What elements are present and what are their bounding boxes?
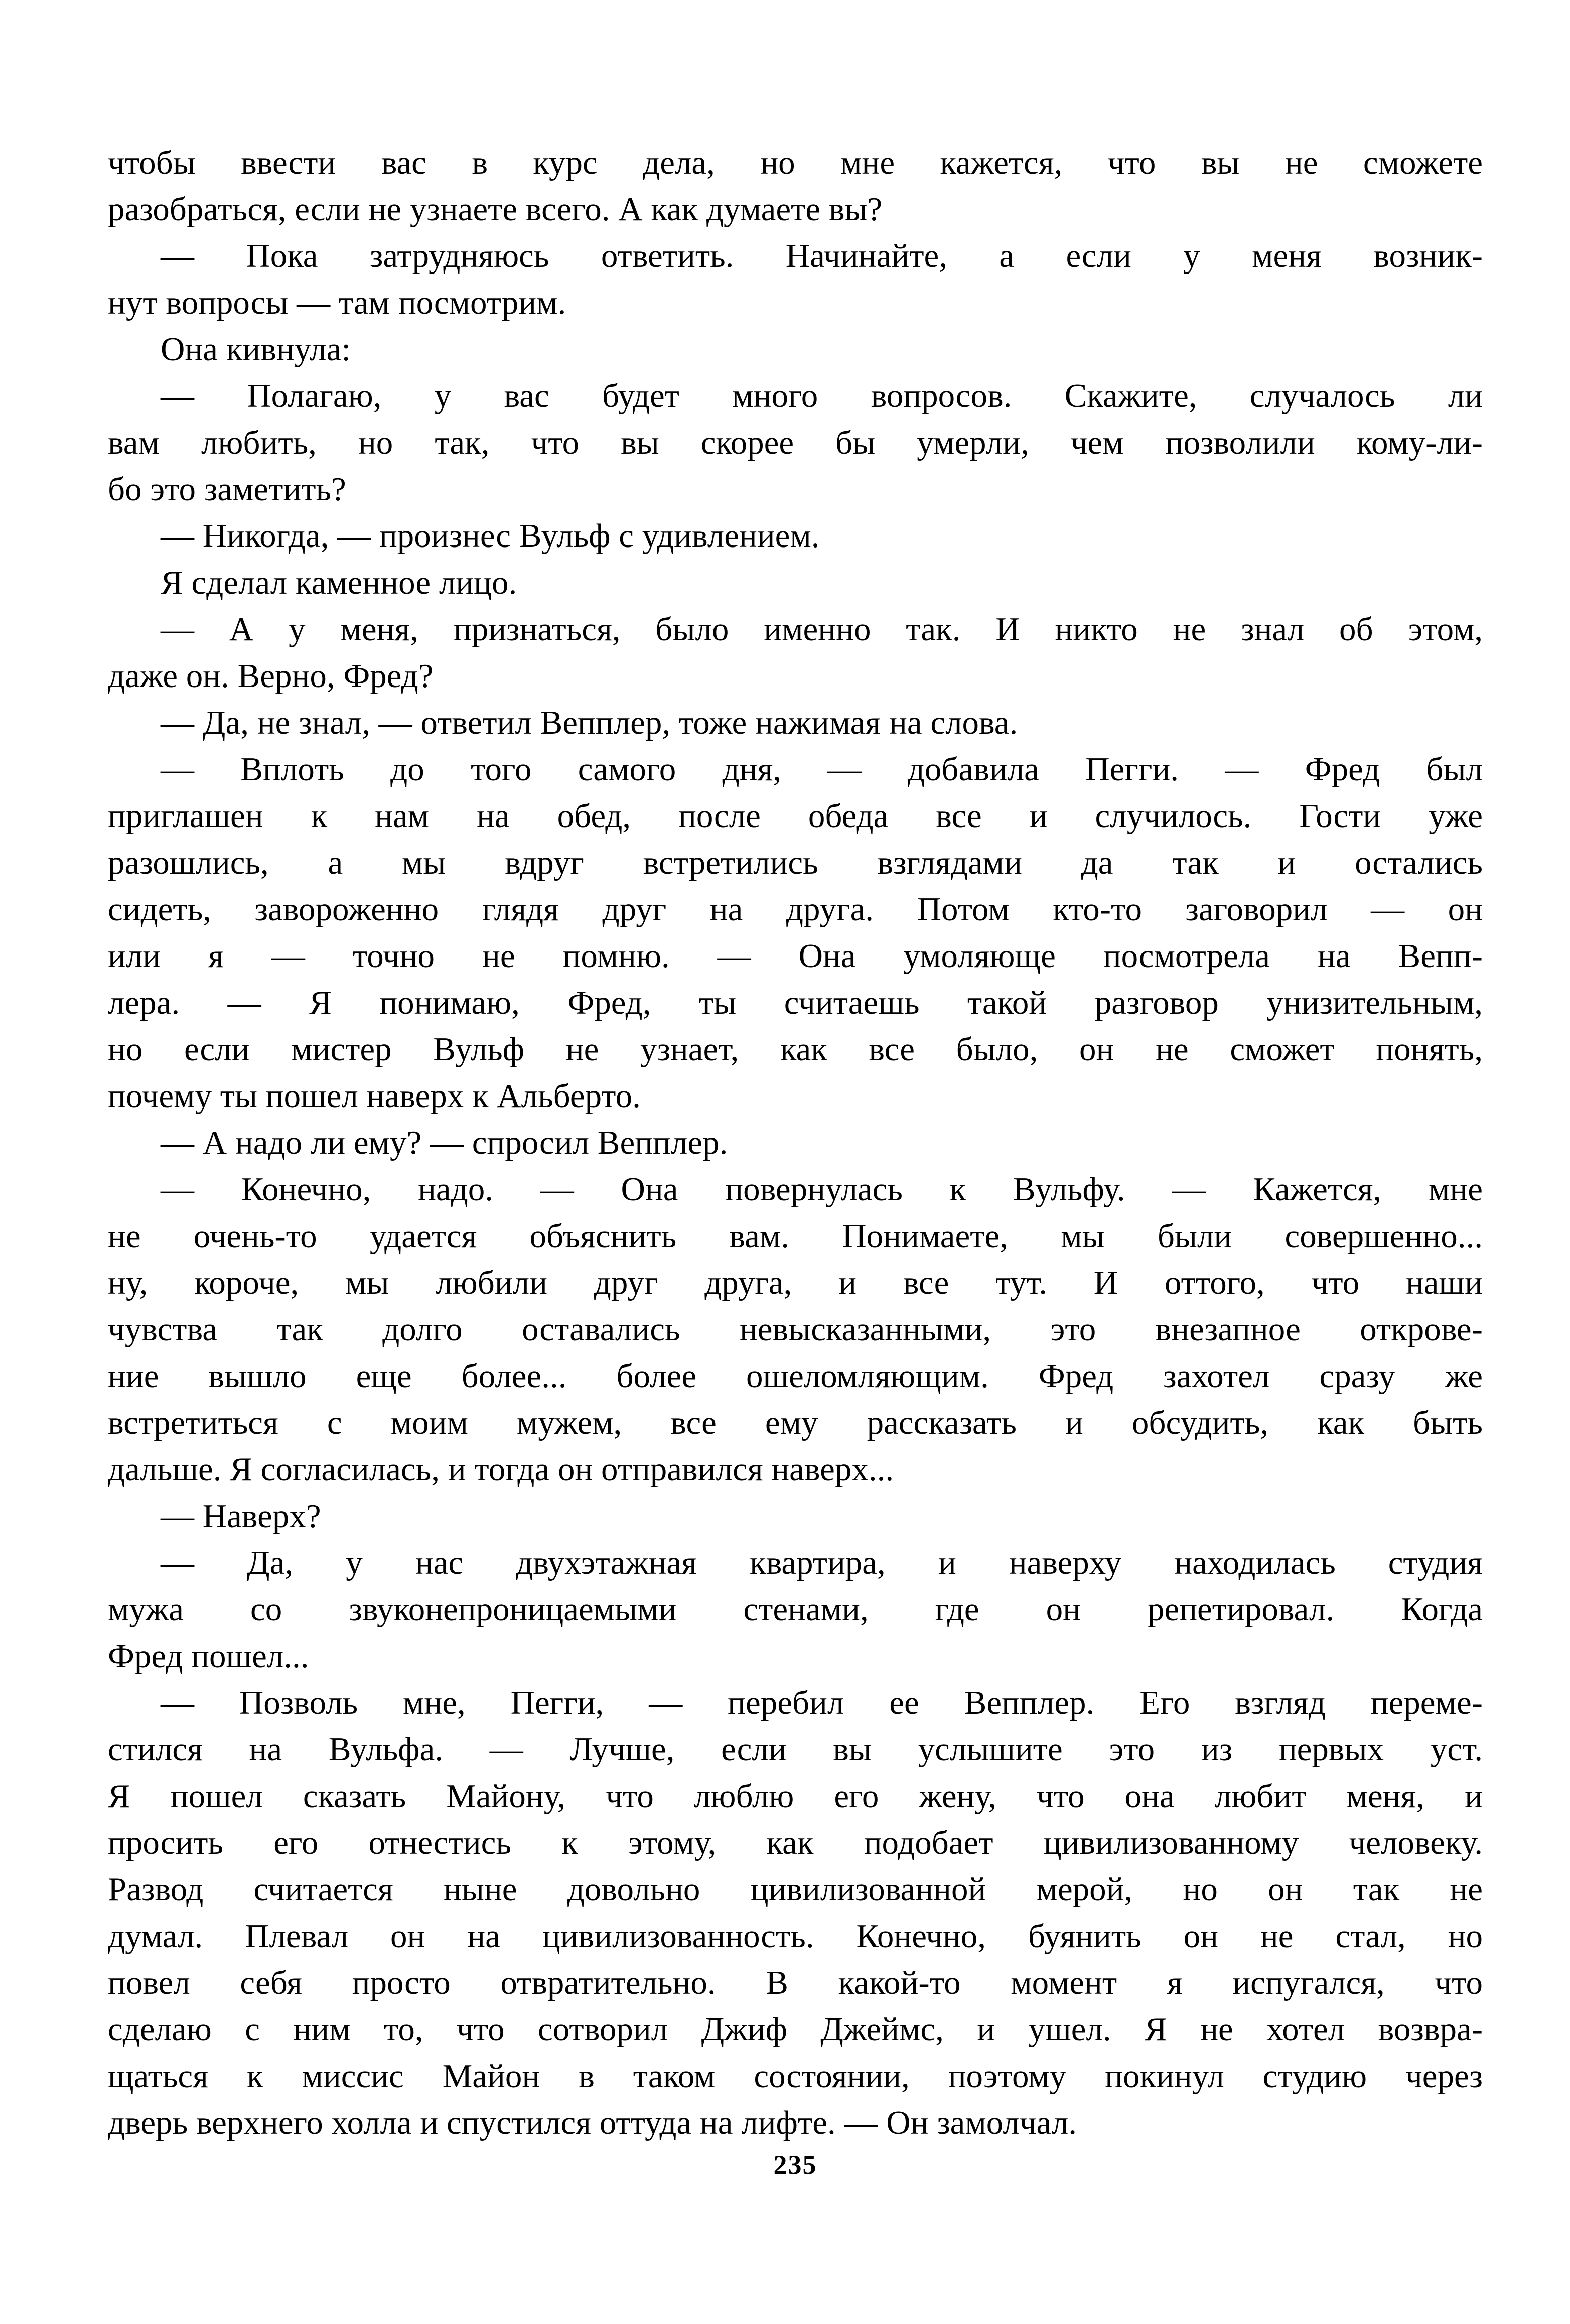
text-line: — Пока затрудняюсь ответить. Начинайте, а если у меня возник- bbox=[161, 237, 1483, 275]
text-line: разобраться, если не узнаете всего. А как думаете вы? bbox=[108, 191, 883, 228]
text-line: — Вплоть до того самого дня, — добавила Пегги. — Фред был bbox=[161, 751, 1483, 788]
text-line: или я — точно не помню. — Она умоляюще посмотрела на Вепп- bbox=[108, 937, 1483, 975]
text-line: — Полагаю, у вас будет много вопросов. Скажите, случалось ли bbox=[161, 377, 1483, 415]
text-line: дальше. Я согласилась, и тогда он отправился наверх... bbox=[108, 1451, 894, 1488]
text-line: думал. Плевал он на цивилизованность. Конечно, буянить он не стал, но bbox=[108, 1918, 1483, 1955]
text-line: дверь верхнего холла и спустился оттуда на лифте. — Он замолчал. bbox=[108, 2104, 1077, 2141]
text-line: — Да, у нас двухэтажная квартира, и наверху находилась студия bbox=[161, 1544, 1483, 1581]
text-line: Она кивнула: bbox=[161, 331, 351, 368]
text-line: щаться к миссис Майон в таком состоянии, поэтому покинул студию через bbox=[108, 2058, 1483, 2095]
text-line: — Конечно, надо. — Она повернулась к Вульфу. — Кажется, мне bbox=[161, 1171, 1483, 1208]
text-line: нут вопросы — там посмотрим. bbox=[108, 284, 566, 321]
text-line: ние вышло еще более... более ошеломляющим. Фред захотел сразу же bbox=[108, 1357, 1483, 1395]
text-line: вам любить, но так, что вы скорее бы умерли, чем позволили кому-ли- bbox=[108, 424, 1483, 461]
text-line: приглашен к нам на обед, после обеда все и случилось. Гости уже bbox=[108, 797, 1483, 835]
text-line: чтобы ввести вас в курс дела, но мне кажется, что вы не сможете bbox=[108, 144, 1483, 181]
text-line: — А у меня, признаться, было именно так. И никто не знал об этом, bbox=[161, 611, 1483, 648]
text-line: лера. — Я понимаю, Фред, ты считаешь такой разговор унизительным, bbox=[108, 984, 1483, 1021]
text-line: Я сделал каменное лицо. bbox=[161, 564, 517, 601]
text-line: — Позволь мне, Пегги, — перебил ее Вепплер. Его взгляд переме- bbox=[161, 1684, 1483, 1721]
text-line: разошлись, а мы вдруг встретились взглядами да так и остались bbox=[108, 844, 1483, 881]
text-line: бо это заметить? bbox=[108, 471, 346, 508]
text-line: не очень-то удается объяснить вам. Понимаете, мы были совершенно... bbox=[108, 1217, 1483, 1255]
page-number: 235 bbox=[773, 2150, 817, 2180]
text-line: ну, короче, мы любили друг друга, и все тут. И оттого, что наши bbox=[108, 1264, 1483, 1301]
text-line: Развод считается ныне довольно цивилизованной мерой, но он так не bbox=[108, 1871, 1483, 1908]
text-line: сделаю с ним то, что сотворил Джиф Джеймс, и ушел. Я не хотел возвра- bbox=[108, 2011, 1483, 2048]
text-line: повел себя просто отвратительно. В какой-то момент я испугался, что bbox=[108, 1964, 1483, 2001]
text-line: — Да, не знал, — ответил Вепплер, тоже нажимая на слова. bbox=[161, 704, 1018, 741]
text-line: даже он. Верно, Фред? bbox=[108, 657, 434, 695]
text-line: мужа со звуконепроницаемыми стенами, где он репетировал. Когда bbox=[108, 1591, 1483, 1628]
text-line: сидеть, завороженно глядя друг на друга. Потом кто-то заговорил — он bbox=[108, 891, 1483, 928]
text-line: просить его отнестись к этому, как подобает цивилизованному человеку. bbox=[108, 1824, 1483, 1861]
text-line: стился на Вульфа. — Лучше, если вы услышите это из первых уст. bbox=[108, 1731, 1483, 1768]
text-line: Я пошел сказать Майону, что люблю его жену, что она любит меня, и bbox=[108, 1778, 1483, 1815]
page-text bbox=[108, 140, 1483, 2146]
text-line: — Наверх? bbox=[161, 1497, 321, 1535]
text-line: — А надо ли ему? — спросил Вепплер. bbox=[161, 1124, 728, 1161]
text-line: Фред пошел... bbox=[108, 1637, 309, 1675]
text-line: но если мистер Вульф не узнает, как все было, он не сможет понять, bbox=[108, 1031, 1483, 1068]
text-line: встретиться с моим мужем, все ему рассказать и обсудить, как быть bbox=[108, 1404, 1483, 1441]
text-line: — Никогда, — произнес Вульф с удивлением. bbox=[161, 517, 820, 555]
text-line: чувства так долго оставались невысказанными, это внезапное открове- bbox=[108, 1311, 1483, 1348]
text-line: почему ты пошел наверх к Альберто. bbox=[108, 1077, 641, 1115]
